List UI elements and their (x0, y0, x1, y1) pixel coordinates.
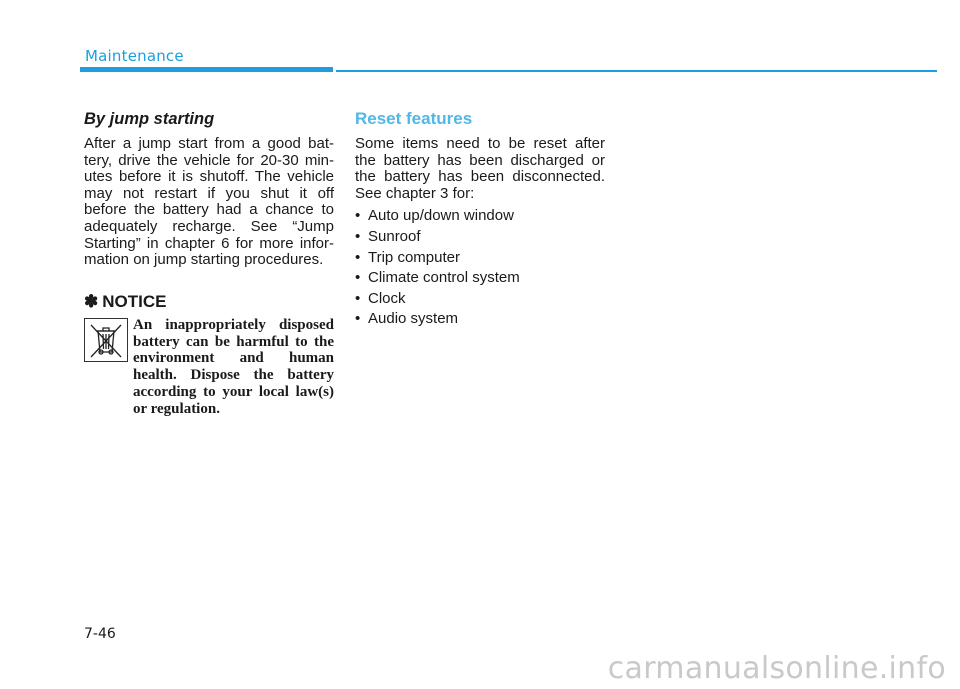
list-item: • Climate control system (355, 268, 605, 289)
header-accent-bar (80, 67, 333, 72)
bullet-icon: • (355, 207, 361, 225)
jump-starting-body: After a jump start from a good battery, drive the vehicle for 20-30 minutes before it is shutoff. The vehicle may not restart if you shut it off before the battery had a chance to adequately recharge. See “Jump Starting” in chapter 6 for more information on jump starting procedures. (84, 135, 334, 269)
list-item: • Trip computer (355, 248, 605, 269)
list-item: • Clock (355, 289, 605, 310)
reset-features-list (355, 206, 605, 330)
list-item: • Audio system (355, 309, 605, 330)
left-column (84, 108, 334, 418)
header-rule (336, 70, 937, 72)
notice-star-icon: ✽ (84, 291, 99, 311)
crossed-out-bin-icon (84, 318, 128, 362)
watermark: carmanualsonline.info (607, 651, 946, 686)
section-title: Maintenance (85, 47, 184, 65)
notice-heading (84, 291, 334, 313)
bullet-icon: • (355, 289, 361, 307)
bullet-icon: • (355, 227, 361, 245)
list-item: • Auto up/down window (355, 206, 605, 227)
reset-features-heading: Reset features (355, 109, 473, 128)
notice-box (84, 317, 334, 418)
notice-heading-label: NOTICE (102, 291, 167, 311)
notice-text: An inappropriately disposed battery can be harmful to the environment and human health. Dispose the battery according to your local law(s) or regulation. (133, 316, 334, 417)
bullet-icon: • (355, 248, 361, 266)
jump-starting-heading: By jump starting (84, 110, 215, 128)
right-column (355, 108, 605, 330)
bullet-icon: • (355, 269, 361, 287)
bullet-icon: • (355, 310, 361, 328)
list-item: • Sunroof (355, 227, 605, 248)
reset-features-intro: Some items need to be reset after the battery has been discharged or the battery has been disconnected. See chapter 3 for: (355, 135, 605, 202)
page-number: 7-46 (84, 626, 116, 642)
